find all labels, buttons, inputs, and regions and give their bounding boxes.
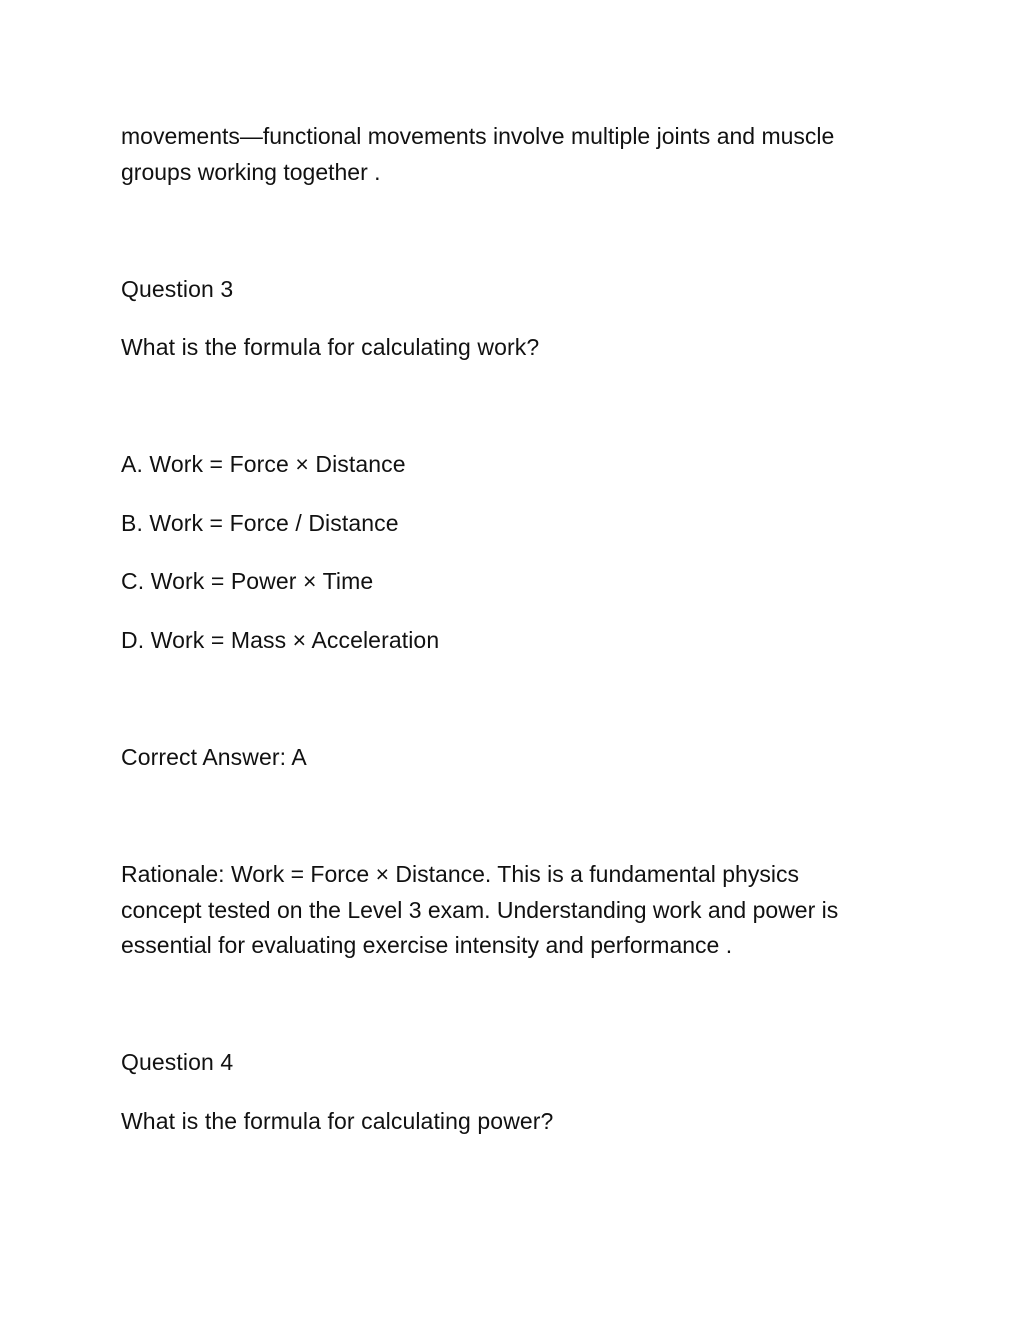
question-3-correct-answer: Correct Answer: A [121,744,307,770]
question-3-option-c: C. Work = Power × Time [121,568,374,594]
question-3-prompt: What is the formula for calculating work? [121,334,540,360]
rationale-line-1: Rationale: Work = Force × Distance. This is a fundamental physics [121,861,799,887]
question-4-heading: Question 4 [121,1049,234,1075]
rationale-line-2: concept tested on the Level 3 exam. Understanding work and power is [121,896,839,923]
question-3-option-a: A. Work = Force × Distance [121,451,406,477]
question-3-option-d: D. Work = Mass × Acceleration [121,627,440,653]
question-3-option-b: B. Work = Force / Distance [121,510,399,536]
rationale-line-3: essential for evaluating exercise intensity and performance . [121,932,733,958]
continuation-paragraph [121,119,834,190]
question-3-rationale [121,857,838,964]
question-3-heading: Question 3 [121,276,234,302]
continuation-line-2: groups working together . [121,158,381,185]
continuation-line-1: movements—functional movements involve multiple joints and muscle [121,123,835,149]
question-4-prompt: What is the formula for calculating power? [121,1108,554,1134]
